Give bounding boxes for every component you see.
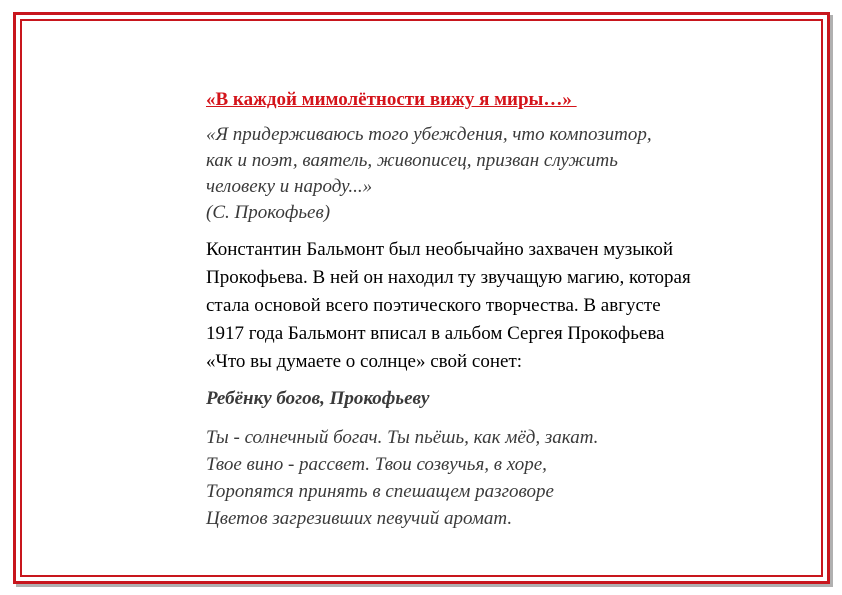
slide-title: «В каждой мимолётности вижу я миры…» — [206, 89, 577, 110]
body-paragraph — [206, 236, 766, 376]
epigraph-quote — [206, 122, 766, 200]
paragraph-line: Константин Бальмонт был необычайно захвачен музыкой — [206, 239, 673, 260]
epigraph-line: как и поэт, ваятель, живописец, призван служить — [206, 150, 618, 171]
paragraph-line: «Что вы думаете о солнце» свой сонет: — [206, 351, 523, 372]
paragraph-line: стала основой всего поэтического творчества. В августе — [206, 295, 661, 316]
epigraph-line: «Я придерживаюсь того убеждения, что композитор, — [206, 124, 652, 145]
poem-line: Торопятся принять в спешащем разговоре — [206, 481, 554, 502]
paragraph-line: Прокофьева. В ней он находил ту звучащую магию, которая — [206, 267, 691, 288]
slide-content — [206, 88, 766, 532]
paragraph-line: 1917 года Бальмонт вписал в альбом Сергея Прокофьева — [206, 323, 665, 344]
epigraph-author: (С. Прокофьев) — [206, 202, 331, 223]
poem-title: Ребёнку богов, Прокофьеву — [206, 388, 430, 409]
poem-line: Твое вино - рассвет. Твои созвучья, в хоре, — [206, 454, 547, 475]
poem-text — [206, 424, 766, 532]
epigraph-line: человеку и народу...» — [206, 176, 373, 197]
poem-line: Цветов загрезивших певучий аромат. — [206, 508, 513, 529]
poem-line: Ты - солнечный богач. Ты пьёшь, как мёд, закат. — [206, 427, 599, 448]
